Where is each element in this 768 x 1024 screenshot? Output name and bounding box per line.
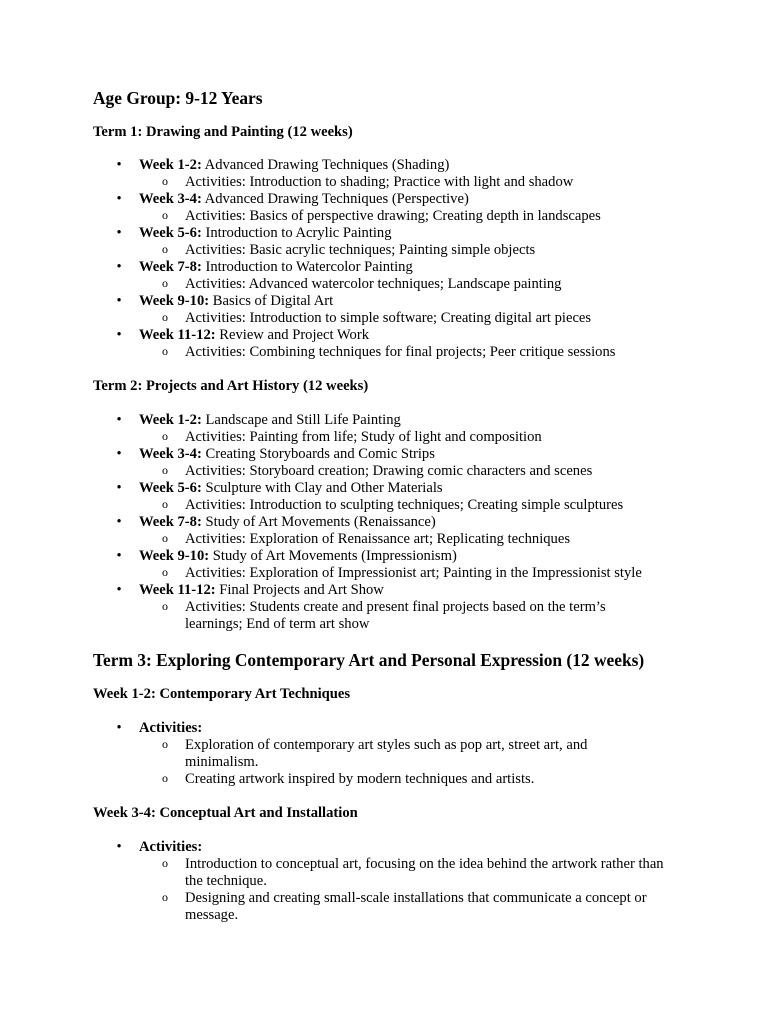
bullet-glyph: •: [116, 157, 122, 173]
activity-item: [139, 856, 669, 890]
week-topic: Introduction to Watercolor Painting: [201, 259, 413, 275]
sub-bullet-glyph: o: [162, 531, 168, 545]
activity-item: [139, 429, 733, 446]
week-topic: Advanced Drawing Techniques (Perspective): [201, 191, 469, 207]
bullet-glyph: •: [116, 225, 122, 241]
sub-bullet-glyph: o: [162, 174, 168, 188]
activity-text: Introduction to conceptual art, focusing on the idea behind the artwork rather than the technique.: [185, 856, 664, 889]
week-label: Week 11-12:: [139, 327, 216, 343]
activity-text: Activities: Combining techniques for final projects; Peer critique sessions: [185, 344, 616, 360]
bullet-glyph: •: [116, 412, 122, 428]
activity-text: Activities: Painting from life; Study of light and composition: [185, 429, 542, 445]
sub-bullet-glyph: o: [162, 856, 168, 870]
week-label: Week 11-12:: [139, 582, 216, 598]
week-item: [93, 191, 733, 225]
activities-item: [93, 720, 733, 788]
activity-text: Activities: Introduction to shading; Practice with light and shadow: [185, 174, 574, 190]
bullet-glyph: •: [116, 480, 122, 496]
bullet-glyph: •: [116, 446, 122, 462]
term3-section1-list: [93, 720, 733, 788]
week-label: Week 7-8:: [139, 259, 202, 275]
activity-item: [139, 463, 733, 480]
activity-text: Activities: Advanced watercolor techniques; Landscape painting: [185, 276, 562, 292]
week-topic: Landscape and Still Life Painting: [201, 412, 401, 428]
sub-bullet-glyph: o: [162, 497, 168, 511]
bullet-glyph: •: [116, 191, 122, 207]
week-label: Week 5-6:: [139, 225, 202, 241]
activity-item: [139, 174, 733, 191]
sub-bullet-glyph: o: [162, 565, 168, 579]
sub-bullet-glyph: o: [162, 463, 168, 477]
activities-item: [93, 839, 733, 924]
week-label: Week 7-8:: [139, 514, 202, 530]
activity-item: [139, 208, 733, 225]
week-item: [93, 293, 733, 327]
term2-heading: Term 2: Projects and Art History (12 weeks): [93, 378, 369, 394]
sub-bullet-glyph: o: [162, 890, 168, 904]
activity-text: Creating artwork inspired by modern techniques and artists.: [185, 771, 535, 787]
activity-item: [139, 890, 669, 924]
sub-bullet-glyph: o: [162, 737, 168, 751]
activity-item: [139, 599, 639, 633]
week-item: [93, 480, 733, 514]
activity-text: Activities: Exploration of Impressionist art; Painting in the Impressionist style: [185, 565, 642, 581]
week-item: [93, 259, 733, 293]
activity-text: Activities: Storyboard creation; Drawing comic characters and scenes: [185, 463, 593, 479]
activity-item: [139, 310, 733, 327]
activity-text: Activities: Basics of perspective drawing; Creating depth in landscapes: [185, 208, 601, 224]
bullet-glyph: •: [116, 514, 122, 530]
age-group-heading: Age Group: 9-12 Years: [93, 88, 263, 108]
activity-item: [139, 497, 733, 514]
term3-section2-list: [93, 839, 733, 924]
sub-bullet-glyph: o: [162, 429, 168, 443]
activity-item: [139, 276, 733, 293]
activity-item: [139, 531, 733, 548]
sub-bullet-glyph: o: [162, 242, 168, 256]
term3-heading: Term 3: Exploring Contemporary Art and Personal Expression (12 weeks): [93, 650, 645, 670]
week-topic: Introduction to Acrylic Painting: [201, 225, 392, 241]
week-item: [93, 446, 733, 480]
activity-item: [139, 242, 733, 259]
week-topic: Final Projects and Art Show: [215, 582, 384, 598]
sub-bullet-glyph: o: [162, 599, 168, 613]
bullet-glyph: •: [116, 582, 122, 598]
week-label: Week 3-4:: [139, 446, 202, 462]
activity-text: Activities: Introduction to sculpting techniques; Creating simple sculptures: [185, 497, 624, 513]
week-label: Week 3-4:: [139, 191, 202, 207]
week-item: [93, 514, 733, 548]
sub-bullet-glyph: o: [162, 771, 168, 785]
activity-text: Activities: Introduction to simple software; Creating digital art pieces: [185, 310, 592, 326]
week-item: [93, 412, 733, 446]
activity-item: [139, 344, 733, 361]
activity-item: [139, 565, 733, 582]
week-topic: Creating Storyboards and Comic Strips: [201, 446, 435, 462]
week-topic: Review and Project Work: [215, 327, 369, 343]
activity-text: Exploration of contemporary art styles such as pop art, street art, and minimalism.: [185, 737, 588, 770]
sub-bullet-glyph: o: [162, 208, 168, 222]
bullet-glyph: •: [116, 839, 122, 855]
activity-text: Activities: Exploration of Renaissance art; Replicating techniques: [185, 531, 571, 547]
sub-bullet-glyph: o: [162, 344, 168, 358]
week-topic: Study of Art Movements (Renaissance): [201, 514, 436, 530]
week-topic: Sculpture with Clay and Other Materials: [201, 480, 443, 496]
bullet-glyph: •: [116, 327, 122, 343]
activity-text: Activities: Students create and present final projects based on the term’s learnings; End of term art show: [185, 599, 606, 632]
week-item: [93, 225, 733, 259]
week-label: Week 1-2:: [139, 157, 202, 173]
week-item: [93, 157, 733, 191]
bullet-glyph: •: [116, 548, 122, 564]
bullet-glyph: •: [116, 259, 122, 275]
activity-text: Designing and creating small-scale installations that communicate a concept or message.: [185, 890, 647, 923]
week-topic: Study of Art Movements (Impressionism): [209, 548, 457, 564]
activities-label: Activities:: [139, 720, 203, 736]
sub-bullet-glyph: o: [162, 276, 168, 290]
week-label: Week 9-10:: [139, 293, 210, 309]
bullet-glyph: •: [116, 720, 122, 736]
week-item: [93, 548, 733, 582]
term1-heading: Term 1: Drawing and Painting (12 weeks): [93, 124, 353, 140]
term3-section-heading: Week 3-4: Conceptual Art and Installation: [93, 805, 358, 821]
week-item: [93, 327, 733, 361]
week-topic: Basics of Digital Art: [209, 293, 334, 309]
activity-item: [139, 737, 659, 771]
week-item: [93, 582, 733, 633]
week-label: Week 5-6:: [139, 480, 202, 496]
week-label: Week 9-10:: [139, 548, 210, 564]
sub-bullet-glyph: o: [162, 310, 168, 324]
activity-item: [139, 771, 659, 788]
term1-week-list: [93, 157, 733, 361]
term2-week-list: [93, 412, 733, 633]
week-topic: Advanced Drawing Techniques (Shading): [201, 157, 450, 173]
activity-text: Activities: Basic acrylic techniques; Painting simple objects: [185, 242, 536, 258]
bullet-glyph: •: [116, 293, 122, 309]
week-label: Week 1-2:: [139, 412, 202, 428]
term3-section-heading: Week 1-2: Contemporary Art Techniques: [93, 686, 351, 702]
activities-label: Activities:: [139, 839, 203, 855]
